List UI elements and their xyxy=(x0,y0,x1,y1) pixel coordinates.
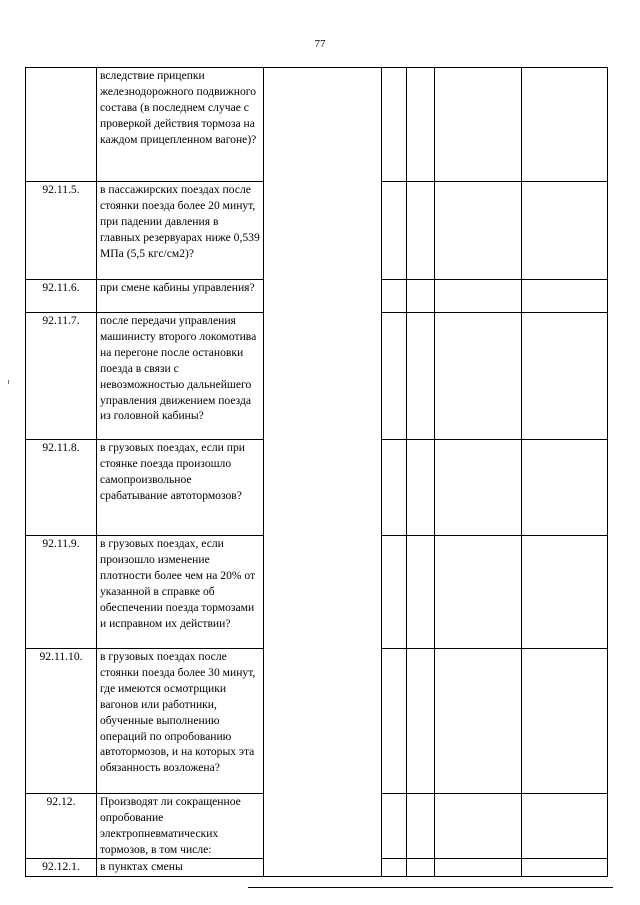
notes-cell xyxy=(522,182,608,280)
question-text: вследствие прицепки железнодорожного подвижного состава (в последнем случае с проверкой действия тормоза на каждом прицепленном вагоне)? xyxy=(97,68,264,182)
na-cell xyxy=(435,794,522,859)
notes-cell xyxy=(522,649,608,794)
na-cell xyxy=(435,649,522,794)
bottom-rule xyxy=(248,887,613,888)
na-cell xyxy=(435,536,522,649)
no-cell xyxy=(407,536,435,649)
no-cell xyxy=(407,440,435,536)
no-cell xyxy=(407,182,435,280)
yes-cell xyxy=(382,794,407,859)
yes-cell xyxy=(382,858,407,876)
no-cell xyxy=(407,794,435,859)
yes-cell xyxy=(382,313,407,440)
question-text: в грузовых поездах, если произошло изменение плотности более чем на 20% от указанной в справке об обеспечении поезда тормозами и исправном их действии? xyxy=(97,536,264,649)
yes-cell xyxy=(382,182,407,280)
scan-speck xyxy=(8,380,9,384)
na-cell xyxy=(435,182,522,280)
no-cell xyxy=(407,68,435,182)
no-cell xyxy=(407,858,435,876)
checklist-table xyxy=(25,67,608,877)
item-number: 92.11.7. xyxy=(26,313,97,440)
no-cell xyxy=(407,280,435,313)
na-cell xyxy=(435,280,522,313)
na-cell xyxy=(435,440,522,536)
item-number: 92.11.10. xyxy=(26,649,97,794)
notes-cell xyxy=(522,858,608,876)
question-text: в грузовых поездах, если при стоянке поезда произошло самопроизвольное срабатывание автотормозов? xyxy=(97,440,264,536)
question-text: при смене кабины управления? xyxy=(97,280,264,313)
item-number: 92.12.1. xyxy=(26,858,97,876)
notes-cell xyxy=(522,68,608,182)
item-number: 92.11.9. xyxy=(26,536,97,649)
table-row xyxy=(26,68,608,182)
no-cell xyxy=(407,313,435,440)
na-cell xyxy=(435,68,522,182)
notes-cell xyxy=(522,313,608,440)
notes-cell xyxy=(522,536,608,649)
notes-cell xyxy=(522,440,608,536)
question-text: Производят ли сокращенное опробование электропневматических тормозов, в том числе: xyxy=(97,794,264,859)
item-number: 92.11.6. xyxy=(26,280,97,313)
yes-cell xyxy=(382,280,407,313)
item-number xyxy=(26,68,97,182)
requirements-cell xyxy=(264,68,382,877)
yes-cell xyxy=(382,68,407,182)
yes-cell xyxy=(382,440,407,536)
page-number: 77 xyxy=(314,38,326,50)
yes-cell xyxy=(382,536,407,649)
question-text: в пассажирских поездах после стоянки поезда более 20 минут, при падении давления в главных резервуарах ниже 0,539 МПа (5,5 кгс/см2)? xyxy=(97,182,264,280)
item-number: 92.12. xyxy=(26,794,97,859)
question-text: после передачи управления машинисту второго локомотива на перегоне после остановки поезда в связи с невозможностью дальнейшего управления движением поезда из головной кабины? xyxy=(97,313,264,440)
na-cell xyxy=(435,858,522,876)
item-number: 92.11.8. xyxy=(26,440,97,536)
item-number: 92.11.5. xyxy=(26,182,97,280)
question-text: в грузовых поездах после стоянки поезда более 30 минут, где имеются осмотрщики вагонов или работники, обученные выполнению операций по опробованию автотормозов, и на которых эта обязанность возложена? xyxy=(97,649,264,794)
notes-cell xyxy=(522,794,608,859)
no-cell xyxy=(407,649,435,794)
question-text: в пунктах смены xyxy=(97,858,264,876)
na-cell xyxy=(435,313,522,440)
notes-cell xyxy=(522,280,608,313)
yes-cell xyxy=(382,649,407,794)
